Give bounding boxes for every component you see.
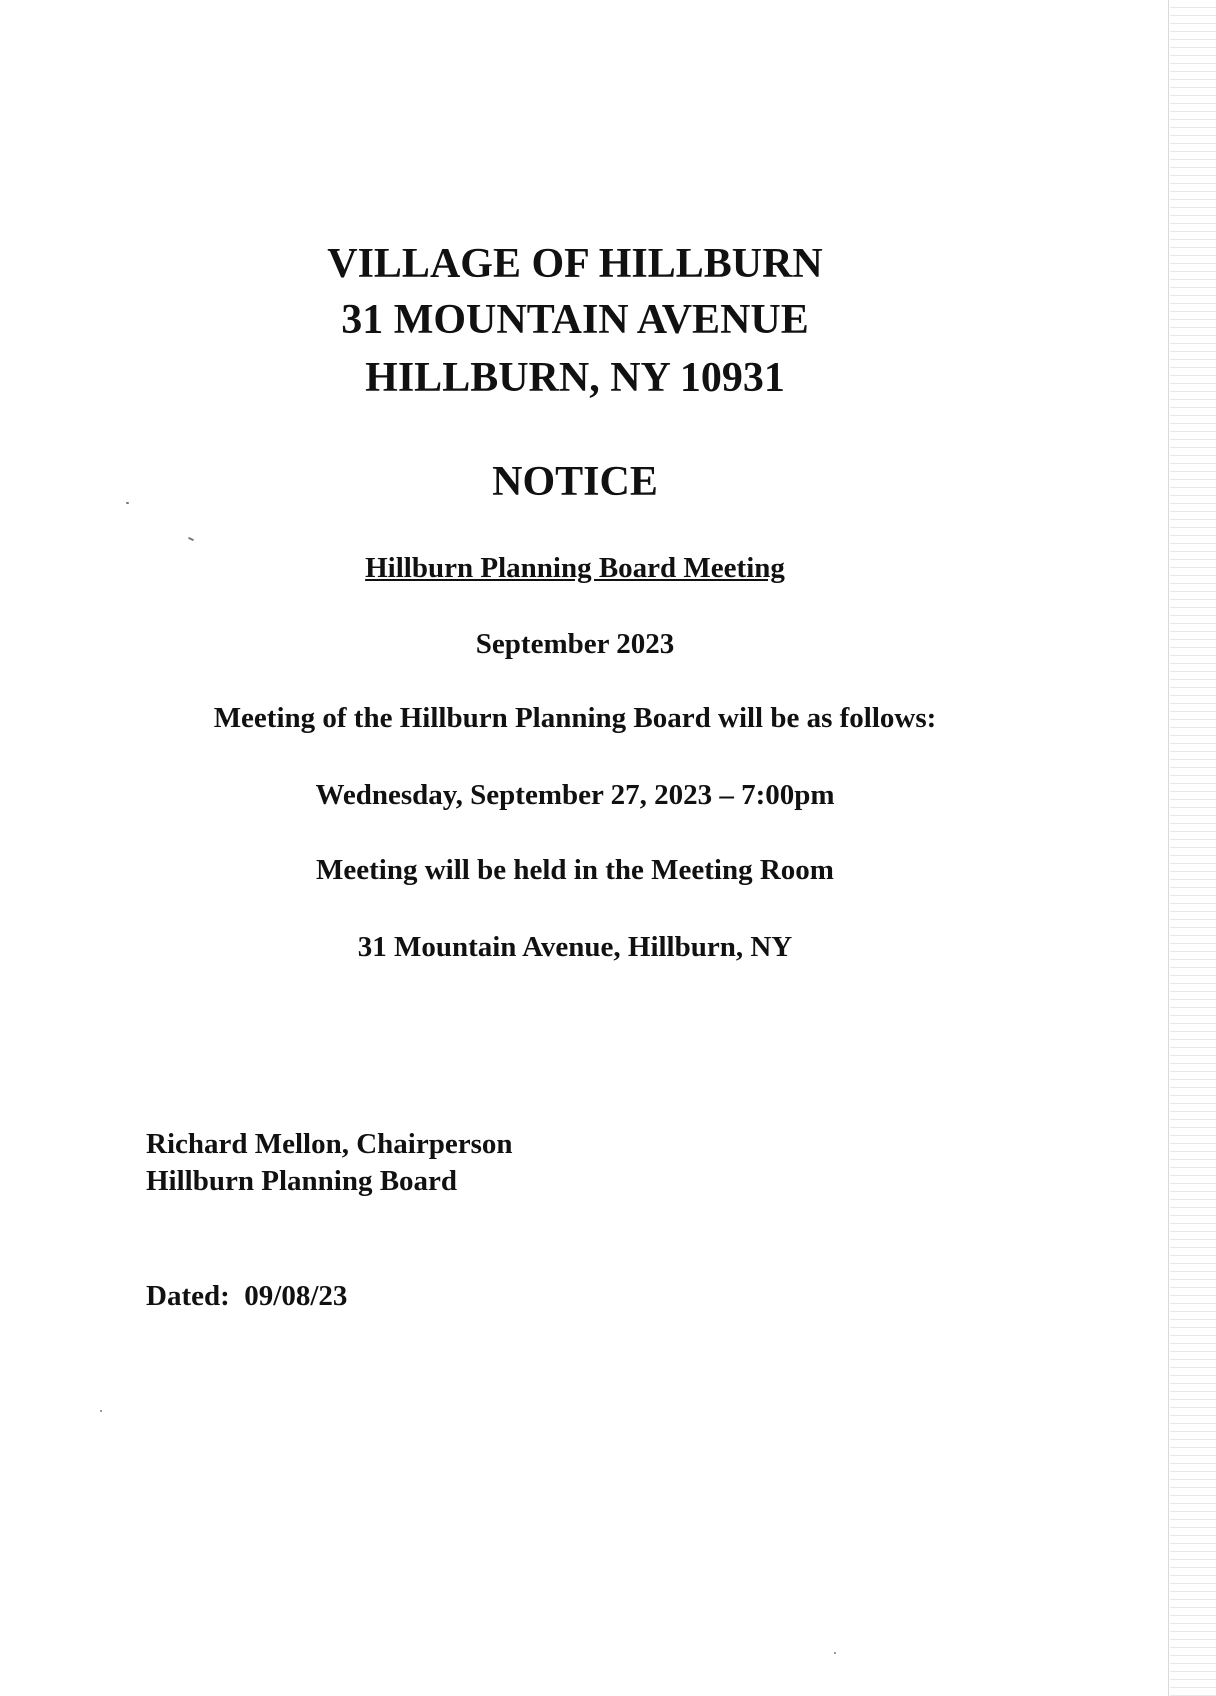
header-street-address: 31 MOUNTAIN AVENUE bbox=[341, 297, 809, 343]
meeting-location: Meeting will be held in the Meeting Room bbox=[316, 854, 834, 886]
meeting-subtitle: Hillburn Planning Board Meeting bbox=[365, 552, 785, 584]
meeting-month: September 2023 bbox=[475, 628, 675, 660]
signer-name: Richard Mellon, Chairperson bbox=[146, 1128, 513, 1160]
dated-line: Dated: 09/08/23 bbox=[146, 1280, 348, 1312]
meeting-intro: Meeting of the Hillburn Planning Board will be as follows: bbox=[213, 702, 937, 734]
signer-organization: Hillburn Planning Board bbox=[146, 1165, 458, 1197]
scan-speck bbox=[100, 1410, 102, 1412]
scan-speck bbox=[188, 537, 194, 541]
meeting-datetime: Wednesday, September 27, 2023 – 7:00pm bbox=[315, 779, 835, 811]
notice-title: NOTICE bbox=[492, 459, 658, 505]
scan-edge-line bbox=[1168, 0, 1169, 1696]
scan-edge-noise bbox=[1170, 0, 1216, 1696]
header-city-state-zip: HILLBURN, NY 10931 bbox=[365, 355, 785, 401]
scan-speck bbox=[834, 1652, 836, 1654]
header-village-name: VILLAGE OF HILLBURN bbox=[327, 241, 823, 287]
meeting-address: 31 Mountain Avenue, Hillburn, NY bbox=[357, 931, 793, 963]
